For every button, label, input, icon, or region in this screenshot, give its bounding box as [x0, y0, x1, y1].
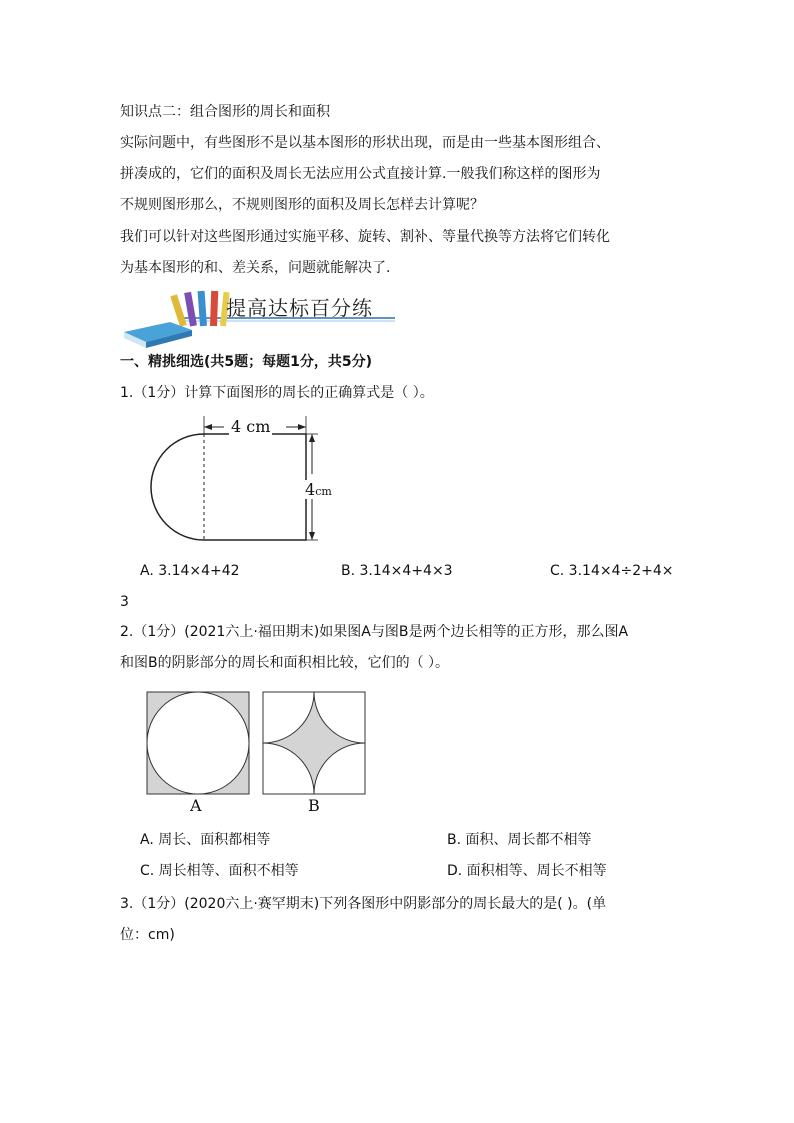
knowledge-paragraph-line: 我们可以针对这些图形通过实施平移、旋转、割补、等量代换等方法将它们转化 [120, 229, 610, 245]
q2-figure-b-label: B [308, 796, 320, 815]
q2-option-c[interactable]: C. 周长相等、面积不相等 [140, 863, 299, 879]
q1-option-c-continued: 3 [120, 594, 129, 610]
q1-top-dimension-label: 4 cm [231, 417, 271, 436]
section-title: 一、精挑细选(共5题；每题1分，共5分) [120, 354, 373, 370]
question-2-stem: 2.（1分）(2021六上·福田期末)如果图A与图B是两个边长相等的正方形，那么图A [120, 624, 629, 640]
q1-option-a[interactable]: A. 3.14×4+42 [140, 563, 240, 579]
q1-side-value: 4 [305, 480, 316, 499]
q1-side-dimension-label [305, 480, 332, 499]
question-3-stem: 3.（1分）(2020六上·赛罕期末)下列各图形中阴影部分的周长最大的是( )。(单 [120, 896, 607, 912]
q2-figure-a-label: A [190, 796, 202, 815]
knowledge-heading: 知识点二：组合图形的周长和面积 [120, 104, 330, 120]
knowledge-paragraph-line: 实际问题中，有些图形不是以基本图形的形状出现，而是由一些基本图形组合、 [120, 135, 610, 151]
q1-option-c[interactable]: C. 3.14×4÷2+4× [550, 563, 674, 579]
q2-figure-squares [145, 690, 370, 800]
q2-option-b[interactable]: B. 面积、周长都不相等 [447, 832, 592, 848]
knowledge-paragraph-line: 为基本图形的和、差关系，问题就能解决了. [120, 260, 391, 276]
banner-title: 提高达标百分练 [226, 296, 373, 320]
question-3-stem-continued: 位：cm) [120, 927, 175, 943]
q1-side-unit: cm [315, 485, 332, 498]
knowledge-paragraph-line: 不规则图形那么，不规则图形的面积及周长怎样去计算呢？ [120, 197, 484, 213]
knowledge-paragraph-line: 拼凑成的，它们的面积及周长无法应用公式直接计算.一般我们称这样的图形为 [120, 166, 601, 182]
question-1-stem: 1.（1分）计算下面图形的周长的正确算式是（ ）。 [120, 385, 434, 401]
question-2-stem-continued: 和图B的阴影部分的周长和面积相比较，它们的（ ）。 [120, 655, 450, 671]
q1-option-b[interactable]: B. 3.14×4+4×3 [341, 563, 453, 579]
q2-option-a[interactable]: A. 周长、面积都相等 [140, 832, 271, 848]
q2-option-d[interactable]: D. 面积相等、周长不相等 [447, 863, 607, 879]
